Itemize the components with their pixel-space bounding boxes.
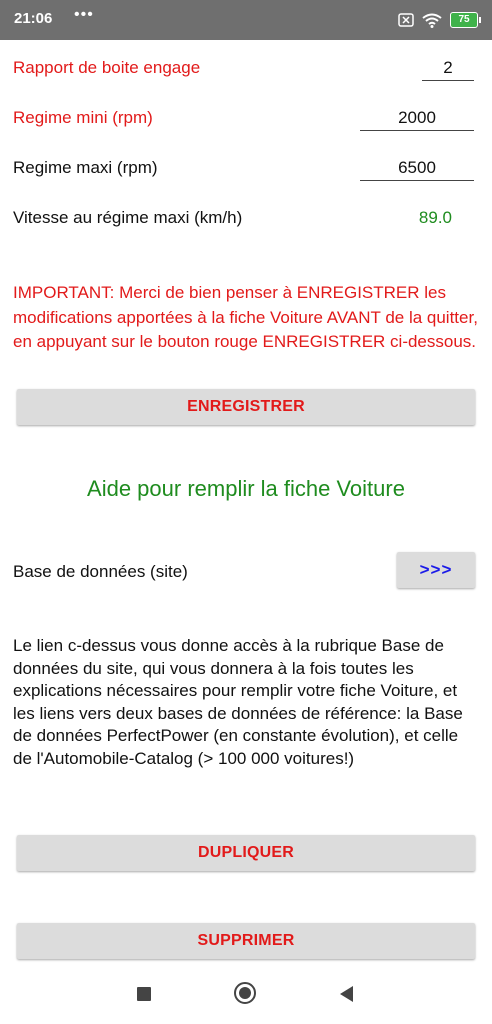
help-title: Aide pour remplir la fiche Voiture — [87, 476, 405, 501]
rpm-min-input[interactable]: 2000 — [360, 108, 474, 131]
database-label: Base de données (site) — [13, 562, 188, 581]
rpm-max-label: Regime maxi (rpm) — [13, 158, 158, 177]
status-time: 21:06 — [14, 10, 53, 27]
notification-dots: ••• — [74, 6, 94, 23]
gear-row — [13, 54, 474, 84]
speed-value: 89.0 — [418, 208, 452, 227]
status-icons — [398, 9, 478, 31]
delete-button[interactable]: SUPPRIMER — [17, 923, 475, 959]
save-button[interactable]: ENREGISTRER — [17, 389, 475, 425]
rpm-max-input[interactable]: 6500 — [360, 158, 474, 181]
rpm-min-label: Regime mini (rpm) — [13, 108, 153, 127]
status-bar — [0, 0, 492, 40]
wifi-icon — [422, 13, 442, 28]
database-link-button[interactable]: >>> — [397, 552, 475, 588]
gear-input[interactable]: 2 — [422, 58, 474, 81]
speed-row — [13, 204, 474, 234]
rpm-min-row — [13, 104, 474, 134]
gear-label: Rapport de boite engage — [13, 58, 201, 77]
home-icon[interactable] — [234, 982, 256, 1004]
recent-apps-icon[interactable] — [137, 987, 151, 1001]
rpm-max-row — [13, 154, 474, 184]
help-text: Le lien c-dessus vous donne accès à la rubrique Base de données du site, qui vous donnera à la fois toutes les explications nécessaires pour remplir votre fiche Voiture, et les liens vers deux bases de données de référence: la Base de données PerfectPower (en constante évolution), et celle de l'Automobile-Catalog (> 100 000 voitures!) — [13, 636, 463, 768]
save-notice: IMPORTANT: Merci de bien penser à ENREGISTRER les modifications apportées à la fiche Voiture AVANT de la quitter, en appuyant sur le bouton rouge ENREGISTRER ci-dessous. — [13, 283, 478, 351]
battery-icon: 75 — [450, 12, 478, 28]
no-sim-icon — [398, 13, 414, 27]
speed-label: Vitesse au régime maxi (km/h) — [13, 208, 243, 227]
duplicate-button[interactable]: DUPLIQUER — [17, 835, 475, 871]
back-icon[interactable] — [340, 986, 353, 1002]
navigation-bar — [0, 968, 492, 1024]
